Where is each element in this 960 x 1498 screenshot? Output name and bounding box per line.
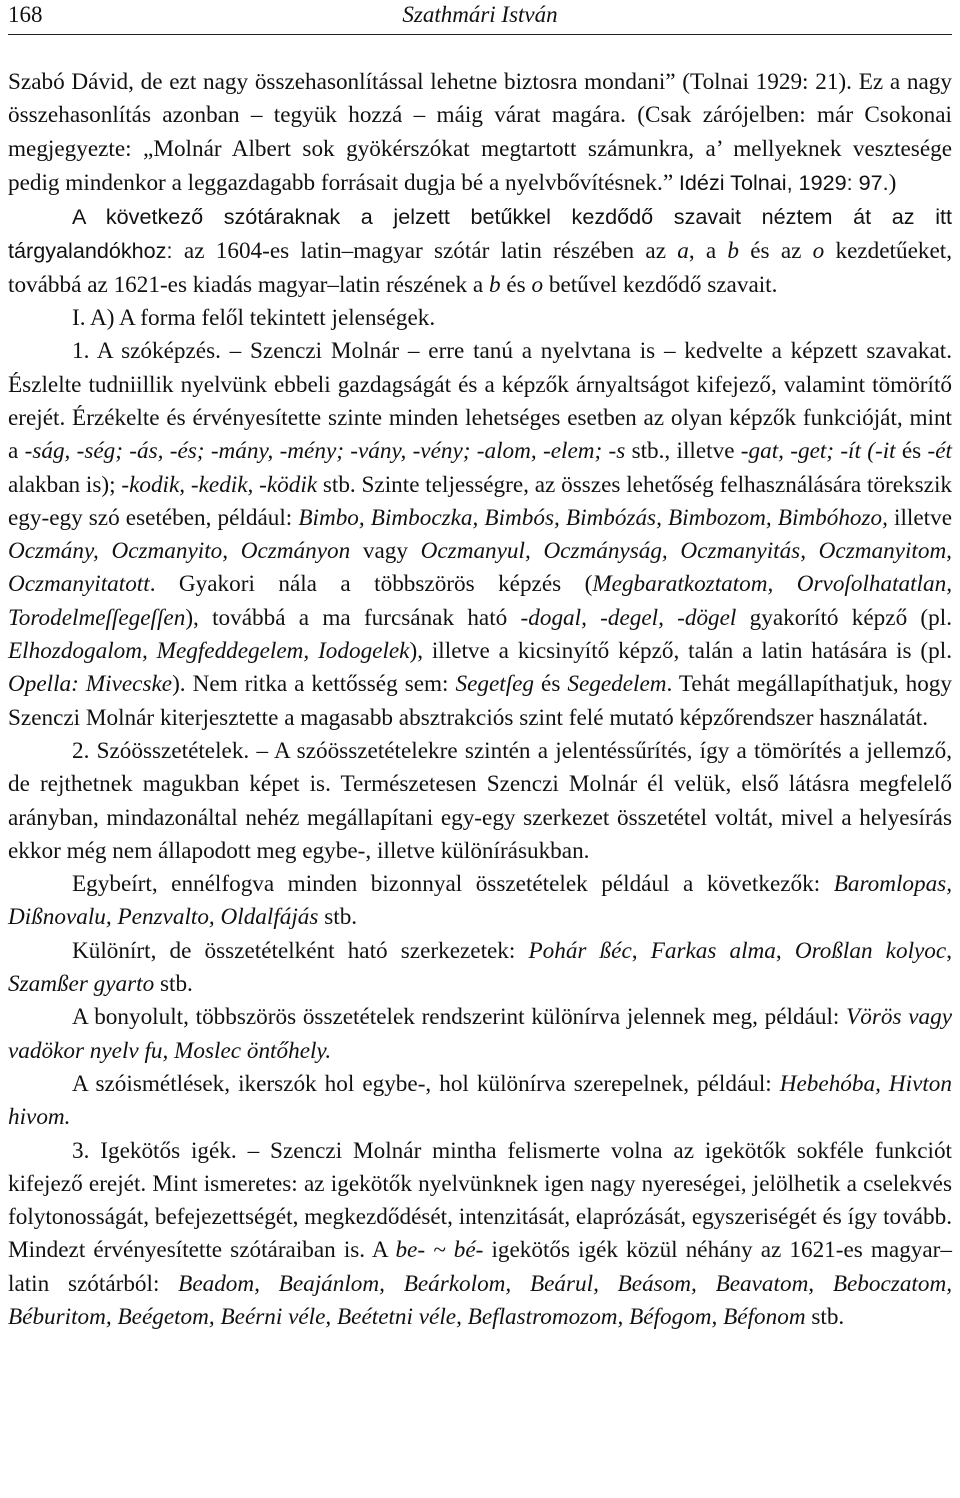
- text-run: betűvel kezdődő szavait.: [543, 271, 778, 298]
- text-run: ). Nem ritka a kettősség sem:: [172, 671, 456, 698]
- italic-text: -dogal, -degel, -dögel: [520, 604, 737, 631]
- italic-text: Oroßlan kolyoc: [794, 937, 947, 964]
- text-run: stb.: [154, 971, 193, 998]
- sans-text: Idézi Tolnai, 1929: 97.: [678, 169, 889, 195]
- text-run: alakban is);: [8, 471, 122, 498]
- italic-text: Beadom, Beajánlom, Beárkolom, Beárul, Beásom, Beavatom, Beboczatom, Béburitom, Beégetom, Beérni véle, Beétetni véle, Beflastromozom, Béfogom, Béfonom: [8, 1270, 952, 1330]
- italic-text: b: [488, 271, 501, 298]
- italic-text: -kodik, -kedik, -ködik: [121, 471, 318, 498]
- italic-text: Segetſeg: [455, 671, 535, 698]
- italic-text: Oczmány, Oczmanyito, Oczmányon: [8, 538, 351, 565]
- text-run: kezdetűeket, továbbá az 1621-es kiadás magyar–latin részének a: [8, 238, 953, 298]
- text-run: 3. Igekötős igék. – Szenczi Molnár mintha felismerte volna az igekötők sokféle funkciót kifejező erejét. Mint ismeretes: az igekötők nyelvünknek igen nagy nyereségei, jelölhetik a cselekvés folytonosságát, befejezettségét, megkezdődését, intenzitását, elaprózását, egyszeriségét és így tovább. Mindezt érvényesítette szótáraiban is. A: [8, 1137, 952, 1264]
- paragraph: [8, 200, 952, 302]
- italic-text: be- ~ bé-: [395, 1237, 484, 1264]
- sans-text: A következő szótáraknak a jelzett betűkkel kezdődő szavait néztem át az itt tárgyalandókhoz:: [8, 204, 952, 264]
- text-run: . Tehát megállapíthatjuk, hogy Szenczi Molnár kiterjesztette a magasabb absztrakciós szint felé mutató képzőrendszer használatát.: [8, 671, 952, 731]
- italic-text: b: [727, 238, 740, 265]
- text-run: vagy: [350, 538, 421, 565]
- text-run: és: [500, 271, 532, 298]
- text-run: , a: [688, 238, 728, 265]
- italic-text: Opella: Mivecske: [8, 671, 173, 698]
- italic-text: -ság, -ség; -ás, -és; -mány, -mény; -vány, -vény; -alom, -elem; -s: [24, 438, 626, 465]
- text-run: Különírt, de összetételként ható szerkezetek:: [72, 937, 529, 964]
- italic-text: Farkas alma: [650, 937, 776, 964]
- text-run: stb. Szinte teljességre, az összes lehetőség felhasználására törekszik egy-egy szó esetében, például:: [8, 471, 952, 531]
- italic-text: o: [531, 271, 544, 298]
- text-run: stb.: [318, 904, 358, 931]
- paragraph: [8, 935, 952, 1002]
- text-run: és: [895, 438, 928, 465]
- italic-text: -gat, -get; -ít (-it: [740, 438, 896, 465]
- text-run: I. A) A forma felől tekintett jelenségek.: [72, 305, 436, 332]
- paragraph: [8, 302, 952, 335]
- page-body: [8, 66, 952, 1334]
- text-run: és az: [739, 238, 813, 265]
- text-run: . Gyakori nála a többszörös képzés (: [149, 571, 593, 598]
- text-run: gyakorító képző (pl.: [736, 604, 952, 631]
- italic-text: Szamßer gyarto: [8, 971, 155, 998]
- text-run: Egybeírt, ennélfogva minden bizonnyal összetételek például a következők:: [72, 871, 834, 898]
- running-header: [8, 0, 952, 35]
- text-run: ,: [775, 937, 795, 964]
- italic-text: Oczmanyul, Oczmányság, Oczmanyitás, Oczmanyitom, Oczmanyitatott: [8, 538, 952, 598]
- paragraph: [8, 1068, 952, 1135]
- text-run: illetve: [887, 504, 952, 531]
- text-run: ,: [631, 937, 651, 964]
- text-run: ), továbbá a ma furcsának ható: [185, 604, 521, 631]
- text-run: Szabó Dávid, de ezt nagy összehasonlítással lehetne biztosra mondani” (Tolnai 1929: 21). Ez a nagy összehasonlítás azonban – tegyük hozzá – máig várat magára. (Csak zárójelben: már Csokonai megjegyezte: „Molnár Albert sok gyökérszókat megtartott számunkra, a’ mellyeknek vesztesége pedig mindenkor a leggazdagabb forrásait dugja bé a nyelvbővítésnek.”: [8, 69, 952, 196]
- italic-text: Pohár ßéc: [528, 937, 632, 964]
- text-run: stb.: [805, 1303, 845, 1330]
- text-run: ,: [946, 937, 952, 964]
- paragraph: [8, 868, 952, 935]
- text-run: A szóismétlések, ikerszók hol egybe-, hol különírva szerepelnek, például:: [72, 1070, 780, 1097]
- italic-text: Vörös vagy vadökor nyelv fu, Moslec öntőhely.: [8, 1004, 952, 1064]
- italic-text: Elhozdogalom, Megfeddegelem, Iodogelek: [8, 638, 410, 665]
- italic-text: Megbaratkoztatom, Orvoſolhatatlan, Torodelmeſſegeſſen: [8, 571, 952, 631]
- paragraph: [8, 735, 952, 868]
- paragraph: [8, 335, 952, 735]
- paragraph: [8, 1001, 952, 1068]
- text-run: az 1604-es latin–magyar szótár latin részében az: [183, 238, 678, 265]
- page-number: 168: [8, 2, 43, 27]
- text-run: ), illetve a kicsinyítő képző, talán a latin hatására is (pl.: [409, 638, 952, 665]
- text-run: stb., illetve: [625, 438, 741, 465]
- italic-text: a: [677, 238, 689, 265]
- text-run: igekötős igék közül néhány az 1621-es magyar–latin szótárból:: [8, 1237, 953, 1297]
- italic-text: -ét: [927, 438, 952, 465]
- paragraph: [8, 66, 952, 200]
- text-run: 1. A szóképzés. – Szenczi Molnár – erre tanú a nyelvtana is – kedvelte a képzett szavakat. Észlelte tudniillik nyelvünk ebbeli gazdagságát és a képzők árnyaltságot kifejező, valamint tömörítő erejét. Érzékelte és érvényesítette szinte minden lehetséges esetben az olyan képzők funkcióját, mint a: [8, 338, 952, 465]
- italic-text: Baromlopas, Dißnovalu, Penzvalto, Oldalfájás: [8, 871, 952, 931]
- paragraph: [8, 1135, 952, 1335]
- text-run: A bonyolult, többszörös összetételek rendszerint különírva jelennek meg, például:: [72, 1004, 847, 1031]
- italic-text: Segedelem: [567, 671, 667, 698]
- italic-text: Hebehóba, Hivton hivom.: [8, 1070, 952, 1131]
- italic-text: o: [812, 238, 825, 265]
- running-title: Szathmári István: [402, 2, 558, 27]
- text-run: ): [888, 169, 897, 196]
- text-run: 2. Szóösszetételek. – A szóösszetételekre szintén a jelentéssűrítés, így a tömörítés a jellemző, de rejthetnek magukban képet is. Természetesen Szenczi Molnár él velük, első látásra megfelelő arányban, mindazonáltal nehéz megállapítani egy-egy szerkezet összetétel voltát, mivel a helyesírás ekkor még nem állapodott meg egybe-, illetve különírásukban.: [8, 737, 952, 864]
- text-run: és: [534, 671, 568, 698]
- italic-text: Bimbo, Bimboczka, Bimbós, Bimbózás, Bimbozom, Bimbóhozo,: [298, 504, 888, 531]
